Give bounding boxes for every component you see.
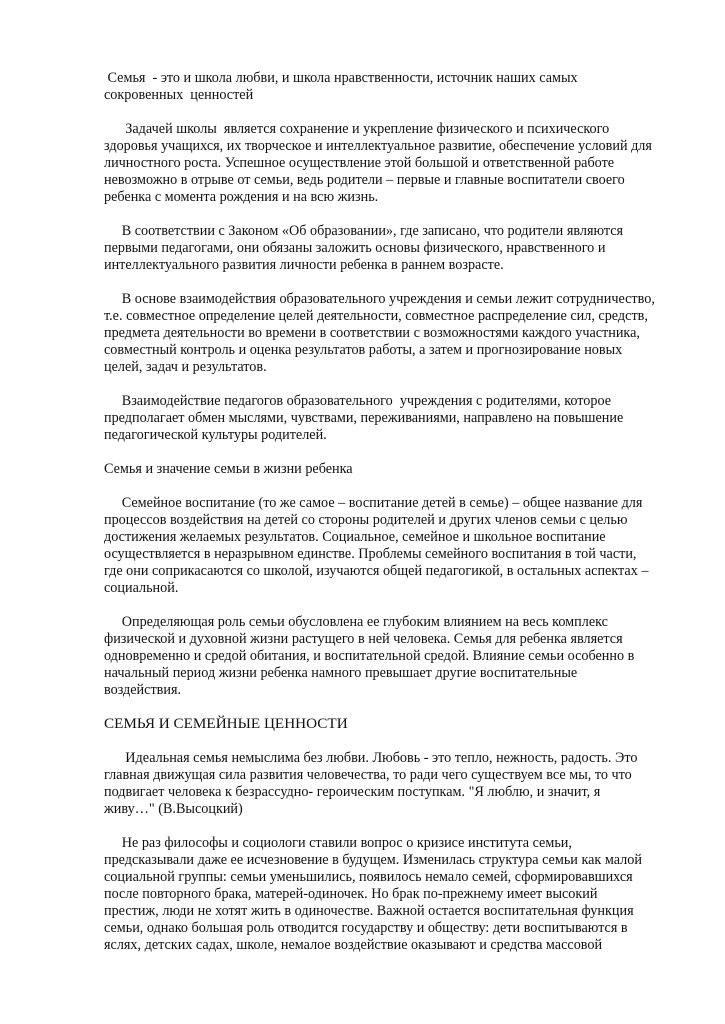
paragraph-line: Взаимодействие педагогов образовательного учреждения с родителями, которое xyxy=(104,393,612,409)
paragraph-line: Семейное воспитание (то же самое – воспитание детей в семье) – общее название для xyxy=(104,495,643,511)
paragraph-line: предполагает обмен мыслями, чувствами, переживаниями, направлено на повышение xyxy=(104,410,624,426)
subheading: Семья и значение семьи в жизни ребенка xyxy=(104,461,353,477)
intro-line: Семья - это и школа любви, и школа нравственности, источник наших самых xyxy=(104,70,578,86)
paragraph-line: социальной. xyxy=(104,580,179,596)
paragraph-line: после повторного брака, матерей-одиночек. Но брак по-прежнему имеет высокий xyxy=(104,886,598,902)
paragraph-line: В основе взаимодействия образовательного учреждения и семьи лежит сотрудничество, xyxy=(104,291,655,307)
paragraph-line: В соответствии с Законом «Об образовании», где записано, что родители являются xyxy=(104,223,624,239)
paragraph-line: физической и духовной жизни растущего в ней человека. Семья для ребенка является xyxy=(104,631,623,647)
paragraph-line: здоровья учащихся, их творческое и интеллектуальное развитие, обеспечение условий для xyxy=(104,138,652,154)
paragraph-line: целей, задач и результатов. xyxy=(104,359,267,375)
paragraph-line: интеллектуального развития личности ребенка в раннем возрасте. xyxy=(104,257,504,273)
paragraph-line: педагогической культуры родителей. xyxy=(104,427,327,443)
paragraph-line: предмета деятельности во времени в соответствии с возможностями каждого участника, xyxy=(104,325,640,341)
paragraph-line: воздействия. xyxy=(104,682,182,698)
paragraph-line: невозможно в отрыве от семьи, ведь родители – первые и главные воспитатели своего xyxy=(104,172,625,188)
paragraph-line: Не раз философы и социологи ставили вопрос о кризисе института семьи, xyxy=(104,835,572,851)
paragraph-line: личностного роста. Успешное осуществление этой большой и ответственной работе xyxy=(104,155,615,171)
paragraph-line: где они соприкасаются со школой, изучаются общей педагогикой, в остальных аспектах – xyxy=(104,563,649,579)
paragraph-line: начальный период жизни ребенка намного превышает другие воспитательные xyxy=(104,665,578,681)
paragraph-line: социальной группы: семьи уменьшились, появилось немало семей, сформировавшихся xyxy=(104,869,633,885)
paragraph-line: главная движущая сила развития человечества, то ради чего существуем все мы, то что xyxy=(104,767,632,783)
paragraph-line: Задачей школы является сохранение и укрепление физического и психического xyxy=(104,121,610,137)
paragraph-line: достижения желаемых результатов. Социальное, семейное и школьное воспитание xyxy=(104,529,606,545)
paragraph-line: престиж, люди не хотят жить в одиночестве. Важной остается воспитательная функция xyxy=(104,903,634,919)
paragraph-line: предсказывали даже ее исчезновение в будущем. Изменилась структура семьи как малой xyxy=(104,852,642,868)
intro-line: сокровенных ценностей xyxy=(104,87,254,103)
paragraph-line: т.е. совместное определение целей деятельности, совместное распределение сил, средств, xyxy=(104,308,648,324)
paragraph-line: совместный контроль и оценка результатов работы, а затем и прогнозирование новых xyxy=(104,342,623,358)
paragraph-line: одновременно и средой обитания, и воспитательной средой. Влияние семьи особенно в xyxy=(104,648,635,664)
paragraph-line: первыми педагогами, они обязаны заложить основы физического, нравственного и xyxy=(104,240,606,256)
paragraph-line: Идеальная семья немыслима без любви. Любовь - это тепло, нежность, радость. Это xyxy=(104,750,638,766)
paragraph-line: осуществляется в неразрывном единстве. Проблемы семейного воспитания в той части, xyxy=(104,546,637,562)
paragraph-line: процессов воздействия на детей со стороны родителей и других членов семьи с целью xyxy=(104,512,628,528)
paragraph-line: ребенка с момента рождения и на всю жизнь. xyxy=(104,189,379,205)
section-heading: СЕМЬЯ И СЕМЕЙНЫЕ ЦЕННОСТИ xyxy=(104,715,348,732)
paragraph-line: семьи, однако большая роль отводится государству и обществу: дети воспитываются в xyxy=(104,920,628,936)
paragraph-line: подвигает человека к безрассудно- героическим поступкам. "Я люблю, и значит, я xyxy=(104,784,601,800)
paragraph-line: яслях, детских садах, школе, немалое воздействие оказывают и средства массовой xyxy=(104,937,603,953)
paragraph-line: живу…" (В.Высоцкий) xyxy=(104,801,243,817)
paragraph-line: Определяющая роль семьи обусловлена ее глубоким влиянием на весь комплекс xyxy=(104,614,608,630)
